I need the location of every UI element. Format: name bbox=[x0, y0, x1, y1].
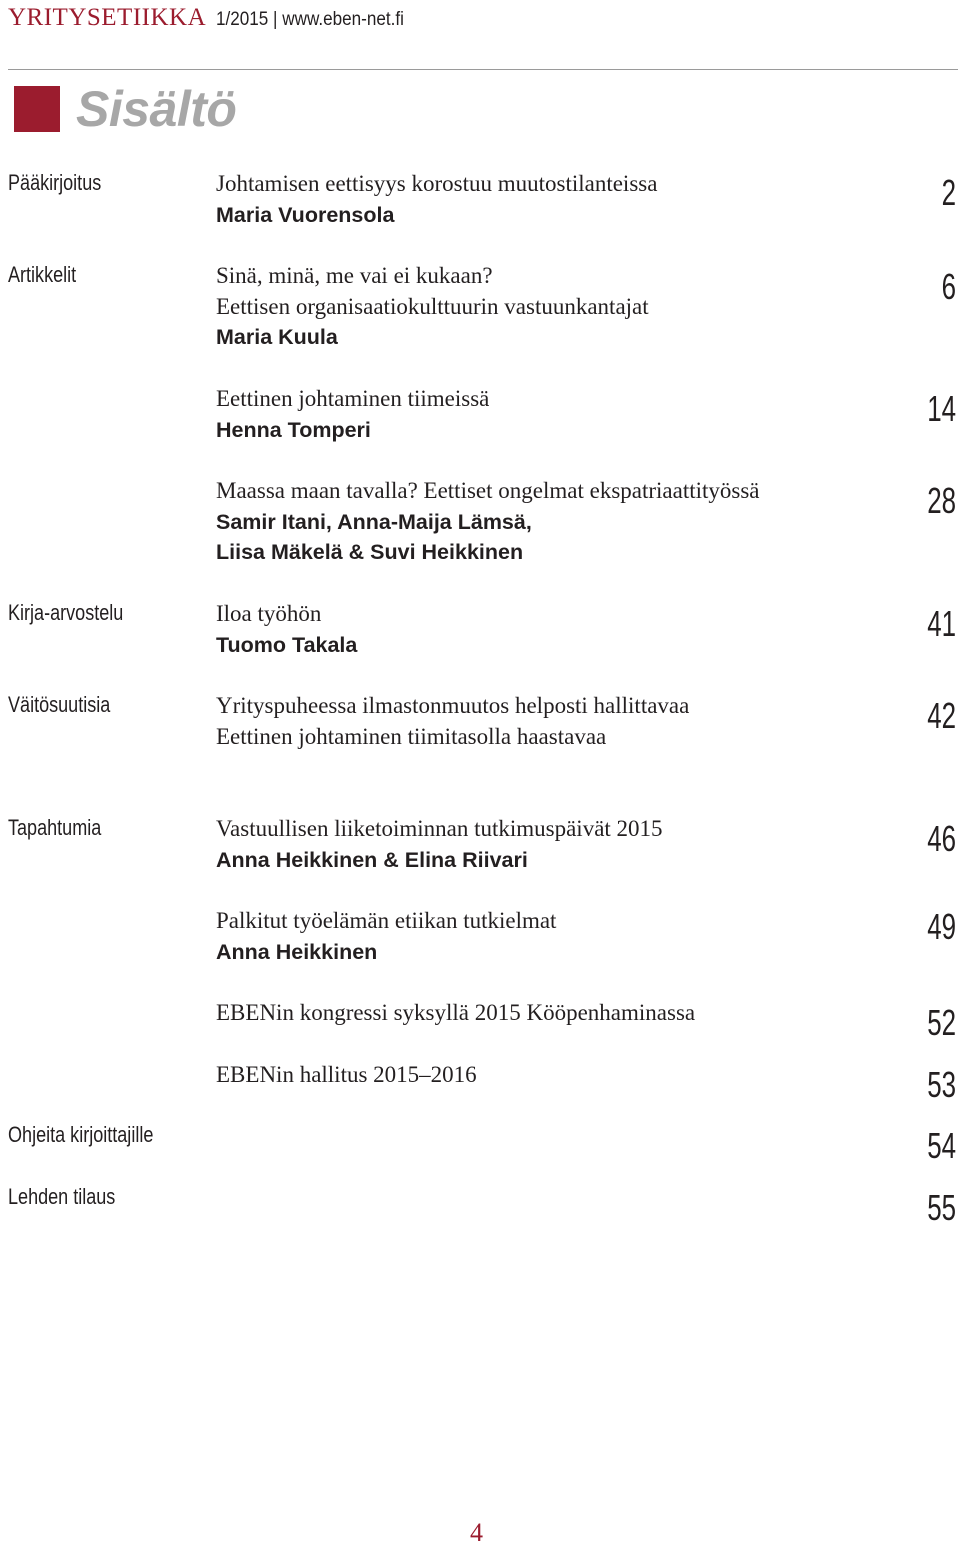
folio-page-number: 4 bbox=[470, 1518, 483, 1547]
article-authors: Maria Kuula bbox=[216, 325, 338, 349]
toc-entry bbox=[216, 261, 906, 353]
page-title: Sisältö bbox=[76, 81, 237, 137]
article-authors: Anna Heikkinen & Elina Riivari bbox=[216, 847, 528, 872]
toc-entry bbox=[216, 998, 906, 1029]
page-number: 41 bbox=[927, 603, 956, 644]
page-number: 53 bbox=[927, 1064, 956, 1105]
toc-entry bbox=[216, 384, 906, 445]
article-authors: Tuomo Takala bbox=[216, 632, 358, 657]
article-authors: Anna Heikkinen bbox=[216, 939, 378, 964]
section-kirja-arvostelu: Kirja-arvostelu bbox=[8, 600, 124, 625]
header-rule bbox=[8, 69, 958, 70]
article-title: EBENin kongressi syksyllä 2015 Kööpenhaminassa bbox=[216, 1000, 696, 1025]
article-title: Yrityspuheessa ilmastonmuutos helposti hallittavaa bbox=[216, 693, 690, 718]
article-title: Eettinen johtaminen tiimeissä bbox=[216, 386, 490, 411]
page-number: 46 bbox=[927, 818, 956, 859]
article-title: Palkitut työelämän etiikan tutkielmat bbox=[216, 908, 557, 933]
article-title: Johtamisen eettisyys korostuu muutostilanteissa bbox=[216, 171, 658, 196]
page-number: 6 bbox=[941, 266, 956, 307]
toc-entry bbox=[216, 691, 906, 752]
article-subtitle: Eettisen organisaatiokulttuurin vastuunkantajat bbox=[216, 293, 649, 319]
issue-info: 1/2015 | www.eben-net.fi bbox=[216, 9, 405, 30]
article-authors: Samir Itani, Anna-Maija Lämsä, bbox=[216, 509, 532, 534]
article-authors-continued: Liisa Mäkelä & Suvi Heikkinen bbox=[216, 540, 524, 564]
article-authors: Henna Tomperi bbox=[216, 417, 371, 442]
section-paakirjoitus: Pääkirjoitus bbox=[8, 170, 102, 195]
toc-entry bbox=[216, 476, 906, 568]
toc-entry bbox=[216, 906, 906, 967]
page-number: 42 bbox=[927, 695, 956, 736]
toc-entry bbox=[216, 1060, 906, 1091]
section-vaitosuutisia: Väitösuutisia bbox=[8, 692, 111, 717]
article-title: Vastuullisen liiketoiminnan tutkimuspäivät 2015 bbox=[216, 816, 663, 841]
article-title: Maassa maan tavalla? Eettiset ongelmat ekspatriaattityössä bbox=[216, 478, 760, 503]
section-artikkelit: Artikkelit bbox=[8, 262, 77, 287]
masthead bbox=[8, 4, 425, 36]
article-authors: Maria Vuorensola bbox=[216, 202, 395, 227]
article-title: Sinä, minä, me vai ei kukaan? bbox=[216, 263, 493, 288]
toc-entry bbox=[216, 814, 906, 875]
page-number: 14 bbox=[927, 388, 956, 429]
section-ohjeita-kirjoittajille: Ohjeita kirjoittajille bbox=[8, 1122, 154, 1147]
article-title: EBENin hallitus 2015–2016 bbox=[216, 1062, 477, 1087]
section-lehden-tilaus: Lehden tilaus bbox=[8, 1184, 116, 1209]
title-square-icon bbox=[14, 86, 60, 132]
page-number: 52 bbox=[927, 1002, 956, 1043]
brand-name: YRITYSETIIKKA bbox=[8, 4, 207, 31]
page-number: 2 bbox=[941, 172, 956, 213]
page-number: 54 bbox=[927, 1125, 956, 1166]
page-number: 55 bbox=[927, 1187, 956, 1228]
section-tapahtumia: Tapahtumia bbox=[8, 815, 102, 840]
toc-entry bbox=[216, 599, 906, 660]
article-title-second: Eettinen johtaminen tiimitasolla haastavaa bbox=[216, 723, 607, 749]
page-number: 28 bbox=[927, 480, 956, 521]
article-title: Iloa työhön bbox=[216, 601, 322, 626]
page-number: 49 bbox=[927, 906, 956, 947]
toc-entry bbox=[216, 169, 906, 230]
